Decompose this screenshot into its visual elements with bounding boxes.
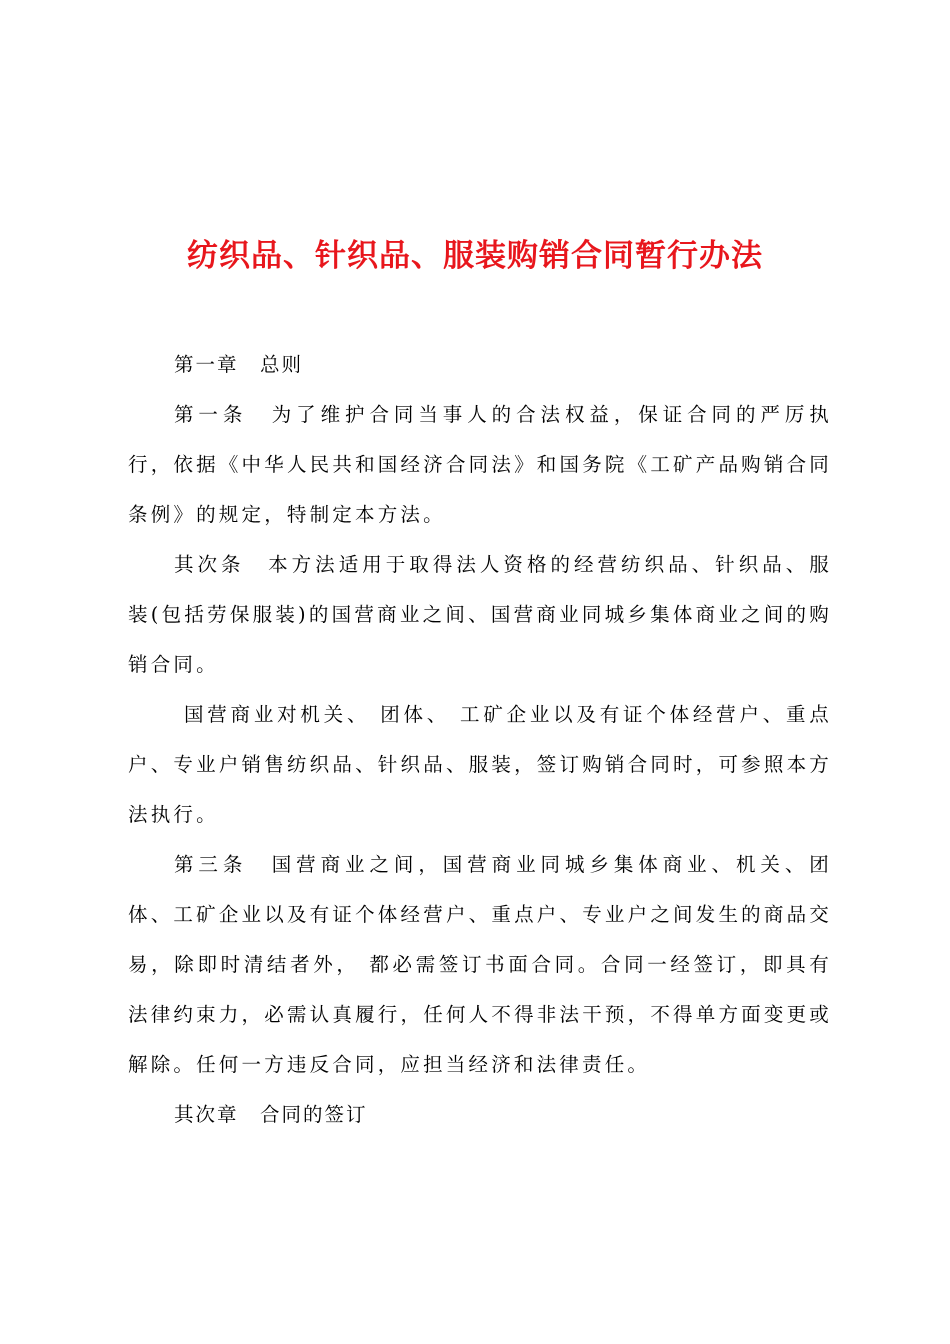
document-title: 纺织品、针织品、服装购销合同暂行办法 xyxy=(187,237,763,274)
document-body xyxy=(128,340,832,1140)
article-paragraph: 第三条 国营商业之间，国营商业同城乡集体商业、机关、团体、工矿企业以及有证个体经营户、重点户、专业户之间发生的商品交易，除即时清结者外， 都必需签订书面合同。合同一经签订，即具有法律约束力，必需认真履行，任何人不得非法干预，不得单方面变更或解除。任何一方违反合同，应担当经济和法律责任。 xyxy=(128,853,832,1076)
article-paragraph: 其次条 本方法适用于取得法人资格的经营纺织品、针织品、服装(包括劳保服装)的国营商业之间、国营商业同城乡集体商业之间的购销合同。 xyxy=(128,553,832,676)
article-paragraph: 国营商业对机关、 团体、 工矿企业以及有证个体经营户、重点户、专业户销售纺织品、针织品、服装，签订购销合同时，可参照本方法执行。 xyxy=(128,703,832,826)
chapter-heading: 其次章 合同的签订 xyxy=(174,1103,368,1126)
chapter-heading: 第一章 总则 xyxy=(174,353,304,376)
article-paragraph: 第一条 为了维护合同当事人的合法权益，保证合同的严厉执行，依据《中华人民共和国经济合同法》和国务院《工矿产品购销合同条例》的规定，特制定本方法。 xyxy=(128,403,832,526)
